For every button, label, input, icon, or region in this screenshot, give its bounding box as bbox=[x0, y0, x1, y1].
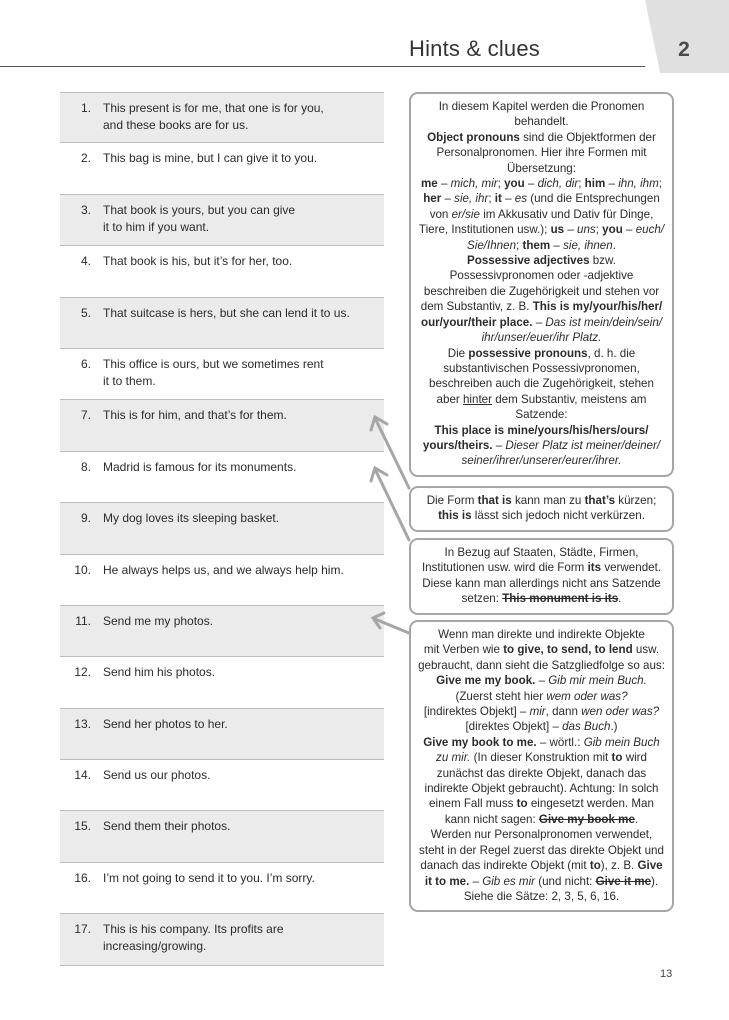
hint-text: ). bbox=[651, 874, 659, 888]
hint-text: Werden nur Personalpronomen verwendet, bbox=[430, 828, 653, 842]
hint-text: dem Substantiv, meistens am bbox=[492, 392, 647, 406]
hint-text: dem Substantiv, z. B. bbox=[420, 300, 533, 314]
sentence-line: This present is for me, that one is for you, bbox=[103, 101, 324, 115]
hint-text: – bbox=[501, 192, 515, 206]
hint-text: im Akkusativ und Dativ für Dinge, bbox=[479, 207, 654, 221]
hint-text: das Buch bbox=[562, 720, 611, 734]
hint-text: ; bbox=[497, 177, 505, 191]
hint-text: lässt sich jedoch nicht verkürzen. bbox=[471, 509, 645, 523]
hint-text: wem oder was? bbox=[546, 689, 628, 703]
hint-text: Give my book me bbox=[538, 812, 635, 826]
hint-text: that is bbox=[477, 494, 512, 507]
hint-text: you bbox=[602, 223, 623, 237]
sentence-line: Send them their photos. bbox=[103, 819, 231, 834]
sentence-line: He always helps us, and we always help him. bbox=[103, 562, 344, 577]
sentence-number: 13. bbox=[74, 716, 91, 731]
sentence-line: increasing/growing. bbox=[103, 939, 207, 954]
hint-text: Personalpronomen. Hier ihre Formen mit bbox=[436, 146, 647, 160]
hint-text: Give my book to me. bbox=[423, 735, 537, 749]
sentence-number: 8. bbox=[80, 459, 91, 474]
hint-text: him bbox=[584, 177, 606, 191]
hint-text: usw. bbox=[632, 643, 660, 657]
hint-text: Give it me bbox=[595, 874, 652, 888]
sentence-number: 9. bbox=[80, 511, 91, 526]
hint-text: kürzen; bbox=[615, 494, 657, 507]
hint-text: you bbox=[504, 177, 525, 191]
hint-text: (Zuerst steht hier bbox=[455, 689, 547, 703]
hint-text: – bbox=[524, 177, 538, 191]
hint-text: wen oder was? bbox=[581, 705, 660, 719]
hint-text: Übersetzung: bbox=[507, 161, 576, 175]
hint-text: einem Fall muss bbox=[429, 797, 517, 811]
hint-text: In diesem Kapitel werden die Pronomen bbox=[438, 100, 645, 113]
hint-text: Object pronouns bbox=[427, 130, 520, 144]
sentence-number: 17. bbox=[74, 922, 91, 937]
sentence-line: This bag is mine, but I can give it to you. bbox=[103, 151, 318, 166]
hint-text: , dann bbox=[545, 705, 582, 719]
sentence-number: 16. bbox=[74, 870, 91, 885]
hint-text: Wenn man direkte und indirekte Objekte bbox=[438, 628, 645, 641]
hint-text: – bbox=[441, 192, 455, 206]
hint-text: Possessive adjectives bbox=[467, 254, 590, 268]
hint-text: – bbox=[550, 238, 564, 252]
hint-text: – bbox=[469, 874, 483, 888]
hint-text: them bbox=[522, 238, 551, 252]
hint-text: Gib es mir bbox=[482, 874, 536, 888]
sentence-line: This is for him, and that’s for them. bbox=[103, 408, 287, 423]
hint-text: .) bbox=[610, 720, 618, 734]
hint-text: verwendet. bbox=[601, 561, 662, 575]
hint-text: its bbox=[587, 561, 602, 575]
sentence-line: Send him his photos. bbox=[103, 665, 216, 680]
hint-text: gebraucht, dann sieht die Satzgliedfolge so aus: bbox=[418, 658, 665, 672]
hint-text: wird bbox=[622, 751, 647, 765]
hint-text: beschreiben auch die Zugehörigkeit, stehen bbox=[429, 377, 654, 391]
hint-text: setzen: bbox=[461, 592, 503, 606]
sentence-number: 12. bbox=[74, 665, 91, 680]
hint-text: kann nicht sagen: bbox=[444, 812, 539, 826]
hint-text: (In dieser Konstruktion mit bbox=[470, 751, 612, 765]
hint-text: Dieser Platz ist meiner/deiner/ bbox=[505, 438, 661, 452]
hint-text: Give bbox=[637, 859, 663, 873]
hint-text: This monument is its bbox=[502, 592, 619, 606]
hint-text: aber bbox=[436, 392, 463, 406]
hint-text: ; bbox=[658, 177, 663, 191]
sentence-line: Send me my photos. bbox=[103, 613, 214, 628]
hint-text: – bbox=[532, 315, 546, 329]
hint-text: Das ist mein/dein/sein/ bbox=[545, 315, 662, 329]
hint-text: ; bbox=[516, 238, 523, 252]
sentence-number: 2. bbox=[80, 151, 91, 166]
sentence-number: 1. bbox=[80, 101, 91, 115]
hint-text: sind die Objektformen der bbox=[519, 130, 656, 144]
hint-text: Gib mein Buch bbox=[583, 735, 660, 749]
hint-text: substantivischen Possessivpronomen, bbox=[443, 361, 640, 375]
hint-text: This is my/your/his/her/ bbox=[532, 300, 663, 314]
hint-text: eingesetzt werden. Man bbox=[527, 797, 654, 811]
hint-text: steht in der Regel zuerst das direkte Objekt und bbox=[419, 843, 664, 857]
hint-text: Institutionen usw. wird die Form bbox=[421, 561, 588, 575]
page-title: Hints & clues bbox=[409, 36, 540, 61]
hint-text: Tiere, Institutionen usw.); bbox=[418, 223, 551, 237]
hint-text: – bbox=[535, 674, 549, 688]
hint-text: zunächst das direkte Objekt, danach das bbox=[436, 766, 647, 780]
hint-text: me bbox=[420, 177, 438, 191]
hint-text: Die bbox=[447, 346, 469, 360]
hint-text: mich, mir bbox=[450, 177, 498, 191]
hint-text: that’s bbox=[584, 494, 616, 507]
hint-text: ; bbox=[578, 177, 585, 191]
sentence-line: I’m not going to send it to you. I’m sorry. bbox=[103, 870, 315, 885]
chapter-number: 2 bbox=[678, 38, 690, 61]
sentence-line: That book is yours, but you can give bbox=[103, 202, 296, 217]
sentence-line: it to them. bbox=[103, 373, 156, 388]
sentence-number: 10. bbox=[74, 562, 91, 577]
hint-text: to bbox=[516, 797, 528, 811]
hint-text: – bbox=[564, 223, 578, 237]
hint-text: . bbox=[612, 238, 616, 252]
hint-text: Gib mir mein Buch. bbox=[548, 674, 647, 688]
hint-text: – bbox=[492, 438, 506, 452]
sentence-number: 11. bbox=[75, 613, 91, 628]
sentence-line: and these books are for us. bbox=[103, 118, 249, 132]
hint-text: In Bezug auf Staaten, Städte, Firmen, bbox=[444, 546, 639, 559]
hint-text: Give me my book. bbox=[436, 674, 536, 688]
hint-text: ihn, ihm bbox=[618, 177, 659, 191]
hint-text: [direktes Objekt] – bbox=[465, 720, 563, 734]
sentence-number: 5. bbox=[80, 305, 91, 320]
hint-text: Sie/Ihnen bbox=[467, 238, 517, 252]
sentence-number: 6. bbox=[80, 356, 91, 371]
sentence-line: Send her photos to her. bbox=[103, 716, 228, 731]
sentence-number: 7. bbox=[80, 408, 91, 423]
hint-text: . bbox=[618, 592, 622, 606]
sentence-line: This is his company. Its profits are bbox=[103, 922, 284, 937]
hint-text: Possessivpronomen oder -adjektive bbox=[449, 269, 634, 283]
hint-text: us bbox=[550, 223, 565, 237]
hint-text: This place is mine/yours/his/hers/ours/ bbox=[434, 423, 649, 437]
hint-text: our/your/their place. bbox=[421, 315, 533, 329]
hint-text: sie, ihnen bbox=[563, 238, 613, 252]
page-number: 13 bbox=[660, 968, 673, 980]
sentence-number: 3. bbox=[80, 202, 91, 217]
hint-text: behandelt. bbox=[514, 115, 569, 129]
hint-text: – bbox=[605, 177, 619, 191]
hint-text: ihr/unser/euer/ihr Platz. bbox=[481, 331, 602, 345]
hint-text: danach das indirekte Objekt (mit bbox=[420, 859, 590, 873]
hint-text: seiner/ihrer/unserer/eurer/ihrer. bbox=[461, 454, 622, 468]
hint-text: [indirektes Objekt] – bbox=[423, 705, 530, 719]
sentence-line: This office is ours, but we sometimes rent bbox=[103, 356, 324, 371]
hint-text: this is bbox=[438, 509, 472, 523]
hint-text: – bbox=[622, 223, 636, 237]
hint-text: Diese kann man allerdings nicht ans Satzende bbox=[422, 576, 661, 590]
hint-text: mir bbox=[529, 705, 546, 719]
sentence-line: Madrid is famous for its monuments. bbox=[103, 459, 297, 474]
sentence-line: That suitcase is hers, but she can lend it to us. bbox=[103, 305, 350, 320]
hint-text: bzw. bbox=[589, 254, 616, 268]
hint-text: possessive pronouns bbox=[468, 346, 588, 360]
hint-text: von bbox=[429, 207, 452, 221]
hint-text: Siehe die Sätze: 2, 3, 5, 6, 16. bbox=[463, 889, 620, 903]
hint-text: indirekte Objekt gebraucht). Achtung: In solch bbox=[424, 782, 659, 796]
hint-text: es bbox=[514, 192, 527, 206]
hint-text: , d. h. die bbox=[587, 346, 636, 360]
hint-text: beschreiben die Zugehörigkeit und stehen vor bbox=[423, 284, 660, 298]
hint-text: ; bbox=[488, 192, 495, 206]
hint-text: (und nicht: bbox=[535, 874, 596, 888]
hint-text: to bbox=[589, 859, 601, 873]
sentence-number: 14. bbox=[74, 768, 91, 783]
hint-text: zu mir. bbox=[436, 751, 471, 765]
sentence-number: 15. bbox=[74, 819, 91, 834]
hint-text: er/sie bbox=[451, 207, 480, 221]
hint-text: to bbox=[611, 751, 623, 765]
hint-text: it to me. bbox=[424, 874, 470, 888]
hint-text: – bbox=[437, 177, 451, 191]
sentence-line: Send us our photos. bbox=[103, 768, 211, 783]
hint-text: kann man zu bbox=[511, 494, 585, 507]
hint-text: hinter bbox=[462, 392, 492, 406]
hint-text: Satzende: bbox=[515, 408, 568, 422]
hint-text: (und die Entsprechungen bbox=[527, 192, 660, 206]
hint-text: it bbox=[494, 192, 502, 206]
hint-text: euch/ bbox=[635, 223, 665, 237]
sentence-line: That book is his, but it’s for her, too. bbox=[103, 254, 293, 269]
hint-text: . bbox=[634, 812, 639, 826]
hint-text: yours/theirs. bbox=[422, 438, 493, 452]
sentence-line: it to him if you want. bbox=[103, 219, 210, 234]
hint-text: ; bbox=[595, 223, 603, 237]
sentence-line: My dog loves its sleeping basket. bbox=[103, 511, 280, 526]
hint-text: Die Form bbox=[426, 494, 478, 507]
hint-text: uns bbox=[577, 223, 596, 237]
hint-text: mit Verben wie bbox=[423, 643, 504, 657]
hint-text: to give, to send, to lend bbox=[503, 643, 633, 657]
sentence-number: 4. bbox=[80, 254, 91, 269]
hint-text: dich, dir bbox=[537, 177, 579, 191]
hint-text: sie, ihr bbox=[454, 192, 489, 206]
hint-text: ), z. B. bbox=[600, 859, 638, 873]
hint-text: her bbox=[423, 192, 442, 206]
hint-text: – wörtl.: bbox=[536, 735, 584, 749]
